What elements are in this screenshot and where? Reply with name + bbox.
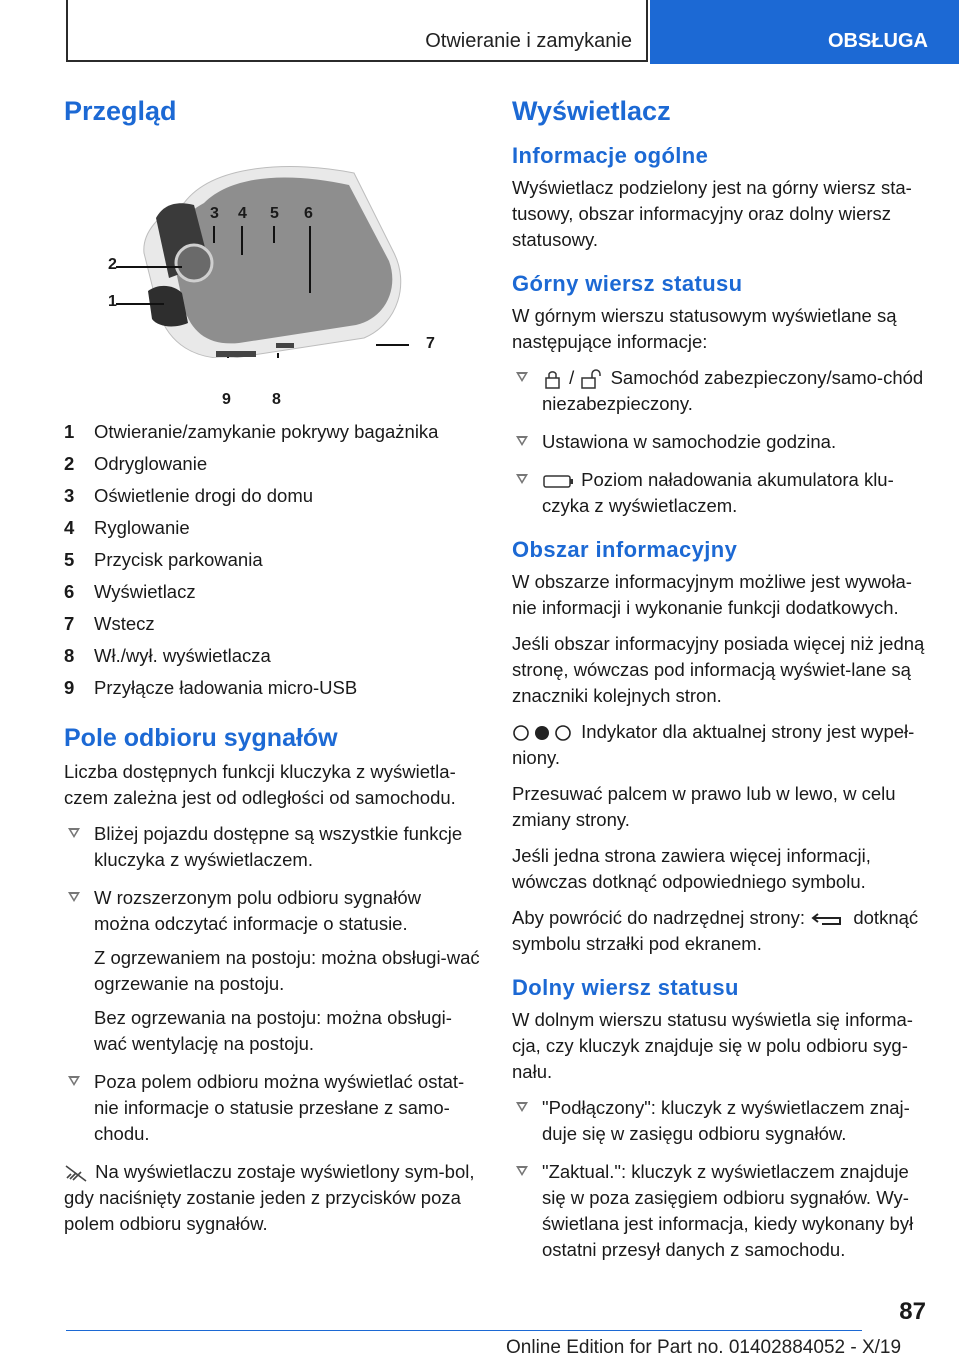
page-number: 87 — [899, 1298, 926, 1325]
list-item: Poziom naładowania akumulatora klu‐czyka z wyświetlaczem. — [512, 467, 928, 519]
figure-label-4: 4 — [238, 205, 247, 222]
range-note: Na wyświetlaczu zostaje wyświetlony sym‐bol, gdy naciśnięty zostanie jeden z przycisków poza polem odbioru sygnałów. — [64, 1161, 475, 1234]
figure-label-1: 1 — [108, 293, 117, 310]
left-column — [64, 96, 480, 1247]
section-tab: OBSŁUGA — [650, 0, 959, 64]
info-text-2: Jeśli obszar informacyjny posiada więcej niż jedną stronę, wówczas pod informacją wyświet‐lane są znaczniki kolejnych stron. — [512, 633, 925, 706]
battery-icon — [542, 473, 576, 489]
legend-item: 1 Otwieranie/zamykanie pokrywy bagażnika — [64, 421, 439, 442]
bottom-status-heading: Dolny wiersz statusu — [512, 975, 739, 1000]
footer-divider — [66, 1330, 862, 1331]
general-text: Wyświetlacz podzielony jest na górny wiersz sta‐tusowy, obszar informacyjny oraz dolny wiersz statusowy. — [512, 177, 912, 250]
top-status-bullets — [512, 365, 928, 519]
info-text-3: Indykator dla aktualnej strony jest wypeł‐niony. — [512, 721, 915, 768]
legend-item: 9 Przyłącze ładowania micro-USB — [64, 677, 358, 698]
legend-item: 2 Odryglowanie — [64, 453, 208, 474]
legend-item: 5 Przycisk parkowania — [64, 549, 263, 570]
range-heading: Pole odbioru sygnałów — [64, 724, 338, 752]
sub-paragraph: Z ogrzewaniem na postoju: można obsługi‐wać ogrzewanie na postoju. — [94, 947, 480, 994]
figure-label-9: 9 — [222, 391, 231, 408]
figure-label-8: 8 — [272, 391, 281, 408]
sub-paragraph: Bez ogrzewania na postoju: można obsługi‐wać wentylację na postoju. — [94, 1007, 452, 1054]
display-heading: Wyświetlacz — [512, 96, 671, 126]
list-item: "Podłączony": kluczyk z wyświetlaczem znaj‐duje się w zasięgu odbioru sygnałów. — [512, 1095, 928, 1147]
list-item: Poza polem odbioru można wyświetlać ostat‐nie informacje o statusie przesłane z samo‐chodu. — [64, 1069, 480, 1147]
display-key-illustration — [64, 143, 480, 358]
chapter-title: Otwieranie i zamykanie — [425, 30, 632, 52]
info-text-1: W obszarze informacyjnym możliwe jest wywoła‐nie informacji i wykonanie funkcji dodatkowych. — [512, 571, 912, 618]
legend-item: 3 Oświetlenie drogi do domu — [64, 485, 314, 506]
right-column — [512, 96, 928, 1275]
legend-item: 7 Wstecz — [64, 613, 155, 634]
general-heading: Informacje ogólne — [512, 143, 709, 168]
info-text-6: Aby powrócić do nadrzędnej strony: dotknąć symbolu strzałki pod ekranem. — [512, 907, 919, 954]
figure-label-2: 2 — [108, 256, 117, 273]
display-key-figure — [64, 143, 480, 408]
page-indicator-icon — [512, 724, 576, 742]
list-item: W rozszerzonym polu odbioru sygnałów można odczytać informacje o statusie. Z ogrzewaniem na postoju: można obsługi‐wać ogrzewanie na postoju. Bez ogrzewania na postoju: można obsługi‐wać wentylację na postoju. — [64, 885, 480, 1057]
range-bullets — [64, 821, 480, 1147]
info-area-heading: Obszar informacyjny — [512, 537, 738, 562]
legend-item: 4 Ryglowanie — [64, 517, 190, 538]
info-text-5: Jeśli jedna strona zawiera więcej informacji, wówczas dotknąć odpowiedniego symbolu. — [512, 845, 871, 892]
list-item: Ustawiona w samochodzie godzina. — [512, 429, 928, 455]
list-item: "Zaktual.": kluczyk z wyświetlaczem znajduje się w poza zasięgiem odbioru sygnałów. Wy‐świetlana jest informacja, kiedy wykonany był ostatni przesył danych z samochodu. — [512, 1159, 928, 1263]
back-arrow-icon — [810, 911, 848, 927]
bottom-status-intro: W dolnym wierszu statusu wyświetla się informa‐cja, czy kluczyk znajduje się w polu odbioru syg‐nału. — [512, 1009, 913, 1082]
figure-label-6: 6 — [304, 205, 313, 222]
lock-closed-icon — [542, 369, 564, 389]
overview-heading: Przegląd — [64, 96, 177, 126]
figure-label-5: 5 — [270, 205, 279, 222]
figure-legend — [64, 416, 480, 704]
no-signal-icon — [64, 1164, 90, 1182]
range-intro: Liczba dostępnych funkcji kluczyka z wyświetla‐czem zależna jest od odległości od samochodu. — [64, 761, 456, 808]
legend-item: 8 Wł./wył. wyświetlacza — [64, 645, 271, 666]
legend-item: 6 Wyświetlacz — [64, 581, 196, 602]
figure-label-7: 7 — [426, 335, 435, 352]
bottom-status-bullets — [512, 1095, 928, 1263]
info-text-4: Przesuwać palcem w prawo lub w lewo, w celu zmiany strony. — [512, 783, 896, 830]
figure-label-3: 3 — [210, 205, 219, 222]
top-status-heading: Górny wiersz statusu — [512, 271, 743, 296]
chapter-box — [66, 0, 648, 62]
page-header — [66, 0, 959, 64]
list-item: / Samochód zabezpieczony/samo‐chód niezabezpieczony. — [512, 365, 928, 417]
lock-open-icon — [579, 369, 605, 389]
top-status-intro: W górnym wierszu statusowym wyświetlane są następujące informacje: — [512, 305, 897, 352]
edition-note: Online Edition for Part no. 01402884052 - X/19 — [506, 1337, 902, 1358]
list-item: Bliżej pojazdu dostępne są wszystkie funkcje kluczyka z wyświetlaczem. — [64, 821, 480, 873]
